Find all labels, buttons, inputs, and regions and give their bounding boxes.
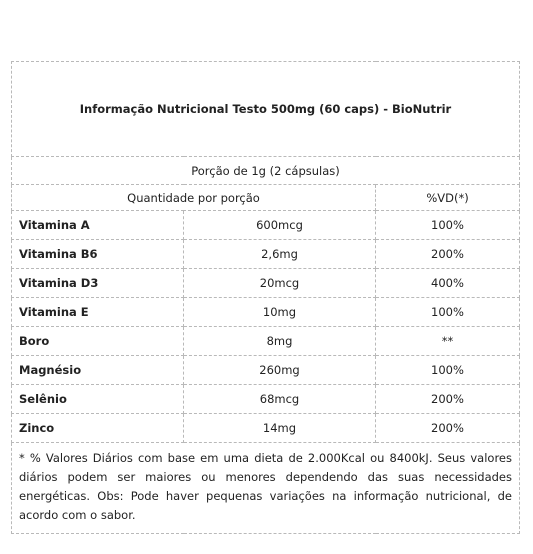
nutrient-name: Zinco — [12, 414, 184, 443]
nutrition-table — [11, 61, 520, 534]
table-row — [12, 356, 520, 385]
nutrient-amount: 600mcg — [184, 211, 376, 240]
nutrient-name: Vitamina B6 — [12, 240, 184, 269]
nutrient-amount: 8mg — [184, 327, 376, 356]
nutrient-dv: 200% — [376, 240, 520, 269]
nutrient-amount: 14mg — [184, 414, 376, 443]
nutrient-name: Selênio — [12, 385, 184, 414]
header-row — [12, 185, 520, 211]
footnote-row — [12, 443, 520, 534]
table-title: Informação Nutricional Testo 500mg (60 caps) - BioNutrir — [79, 102, 452, 116]
nutrient-name: Vitamina E — [12, 298, 184, 327]
nutrient-dv: 100% — [376, 298, 520, 327]
portion-text: Porção de 1g (2 cápsulas) — [12, 157, 520, 185]
table-row — [12, 385, 520, 414]
nutrient-amount: 2,6mg — [184, 240, 376, 269]
portion-row — [12, 157, 520, 185]
nutrient-name: Vitamina A — [12, 211, 184, 240]
table-row — [12, 327, 520, 356]
nutrient-dv: ** — [376, 327, 520, 356]
nutrient-amount: 10mg — [184, 298, 376, 327]
nutrient-amount: 260mg — [184, 356, 376, 385]
quantity-header: Quantidade por porção — [12, 185, 376, 211]
nutrient-name: Boro — [12, 327, 184, 356]
title-row — [12, 62, 520, 157]
nutrient-amount: 68mcg — [184, 385, 376, 414]
nutrient-name: Magnésio — [12, 356, 184, 385]
nutrient-dv: 200% — [376, 414, 520, 443]
table-row — [12, 211, 520, 240]
nutrient-name: Vitamina D3 — [12, 269, 184, 298]
nutrient-dv: 400% — [376, 269, 520, 298]
nutrient-dv: 200% — [376, 385, 520, 414]
table-row — [12, 240, 520, 269]
footnote-text: * % Valores Diários com base em uma dieta de 2.000Kcal ou 8400kJ. Seus valores diários podem ser maiores ou menores dependendo das suas necessidades energéticas. Obs: Pode haver pequenas variações na informação nutricional, de acordo com o sabor. — [12, 443, 520, 534]
table-row — [12, 298, 520, 327]
dv-header: %VD(*) — [376, 185, 520, 211]
nutrient-dv: 100% — [376, 211, 520, 240]
table-row — [12, 414, 520, 443]
nutrient-dv: 100% — [376, 356, 520, 385]
table-row — [12, 269, 520, 298]
nutrient-amount: 20mcg — [184, 269, 376, 298]
title-cell — [12, 62, 520, 157]
